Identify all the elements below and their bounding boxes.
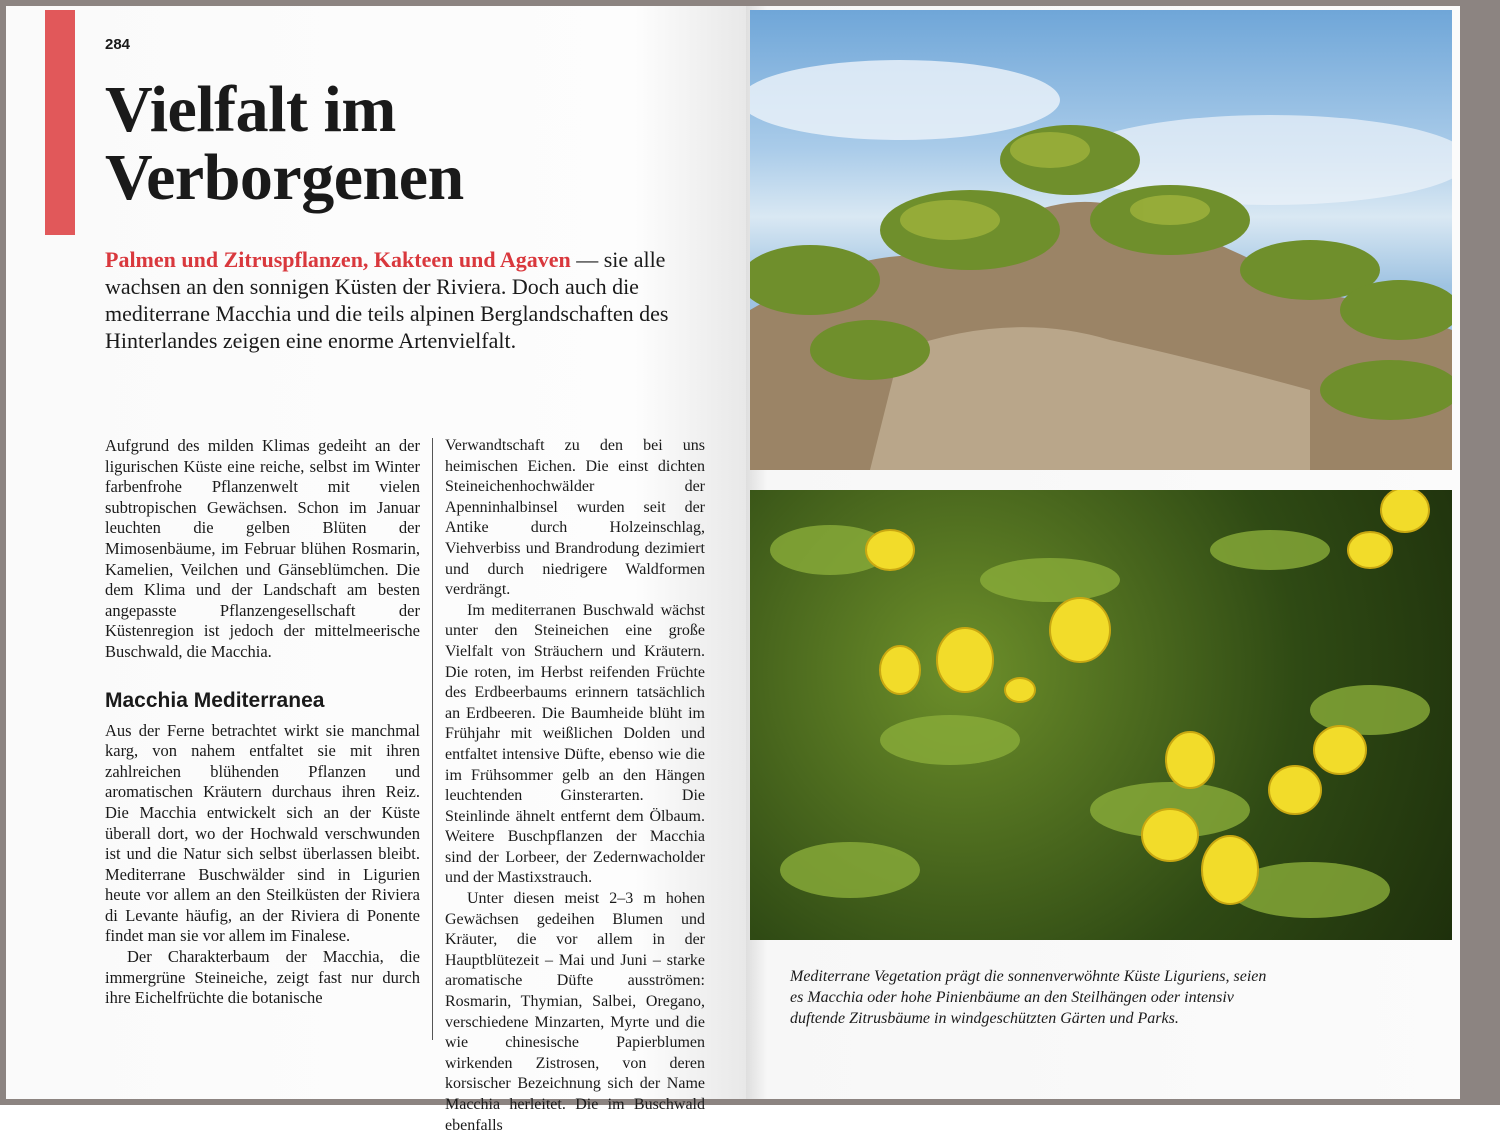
paragraph: Unter diesen meist 2–3 m hohen Gewächsen gedeihen Blumen und Kräuter, die vor allem in der Hauptblütezeit – Mai und Juni – starke aromatische Düfte ausströmen: Rosmarin, Thymian, Salbei, Oregano, verschiedene Minzarten, Myrte und die wie chinesische Papierblumen wirkenden Zistrosen, von deren korsischer Bezeichnung sich der Name Macchia herleitet. Die im Buschwald ebenfalls (445, 890, 705, 1134)
text-column-2 (445, 436, 705, 1136)
lead-highlight: Palmen und Zitruspflanzen, Kakteen und Agaven (105, 247, 571, 272)
paragraph: Aufgrund des milden Klimas gedeiht an der ligurischen Küste eine reiche, selbst im Winter farbenfrohe Pflanzenwelt mit vielen subtropischen Gewächsen. Schon im Januar leuchten die gelben Blüten der Mimosenbäume, im Februar blühen Rosmarin, Kamelien, Veilchen und Gänseblümchen. Die dem Klima und der Landschaft am besten angepasste Pflanzengesellschaft der Küstenregion ist jedoch der mittelmeerische Buschwald, die Macchia. (105, 436, 420, 661)
paragraph: Im mediterranen Buschwald wächst unter den Steineichen eine große Vielfalt von Sträuchern und Kräutern. Die roten, im Herbst reifenden Früchte des Erdbeerbaums erinnern tatsächlich an Erdbeeren. Die Baumheide blüht im Frühjahr mit weißlichen Dolden und entfaltet intensive Düfte, ebenso wie die im Frühsommer gelb an den Hängen leuchtenden Ginsterarten. Die Steinlinde ähnelt entfernt dem Ölbaum. Weitere Buschpflanzen der Macchia sind der Lorbeer, der Zedernwacholder und der Mastixstrauch. (445, 601, 705, 887)
section-heading: Macchia Mediterranea (105, 688, 325, 712)
accent-bar (45, 10, 75, 235)
paragraph: Der Charakterbaum der Macchia, die immergrüne Steineiche, zeigt fast nur durch ihre Eichelfrüchte die botanische (105, 947, 420, 1008)
lead-paragraph (105, 246, 700, 354)
page-number: 284 (105, 36, 131, 53)
photo-macchia-hillside (750, 10, 1452, 470)
photo-lemon-tree (750, 490, 1452, 940)
column-divider (432, 438, 433, 1040)
paragraph: Aus der Ferne betrachtet wirkt sie manchmal karg, von nahem entfaltet sie mit ihren zahlreichen blühenden Pflanzen und aromatischen Kräutern durchaus ihren Reiz. Die Macchia entwickelt sich an der Küste überall dort, wo der Hochwald verschwunden ist und die Natur sich selbst überlassen bleibt. Mediterrane Buschwälder sind in Ligurien heute vor allem an den Steilküsten der Riviera di Levante häufig, an der Riviera di Ponente findet man sie vor allem im Finalese. (105, 720, 420, 946)
title-line: Vielfalt im (105, 73, 396, 146)
paragraph: Verwandtschaft zu den bei uns heimischen Eichen. Die einst dichten Steineichenhochwälder der Apenninhalbinsel wurden seit der Antike durch Holzeinschlag, Viehverbiss und Brandrodung dezimiert und durch niedrigere Waldformen verdrängt. (445, 437, 705, 599)
lead-text: — sie alle wachsen an den sonnigen Küsten der Riviera. Doch auch die mediterrane Macchia und die teils alpinen Berglandschaften des Hinterlandes zeigen eine enorme Artenvielfalt. (105, 247, 669, 353)
text-column-1 (105, 436, 420, 1009)
photo-caption: Mediterrane Vegetation prägt die sonnenverwöhnte Küste Liguriens, seien es Macchia oder hohe Pinienbäume an den Steilhängen oder intensiv duftende Zitrusbäume in windgeschützten Gärten und Parks. (790, 968, 1267, 1027)
title-line: Verborgenen (105, 141, 464, 214)
page-title (105, 73, 464, 214)
